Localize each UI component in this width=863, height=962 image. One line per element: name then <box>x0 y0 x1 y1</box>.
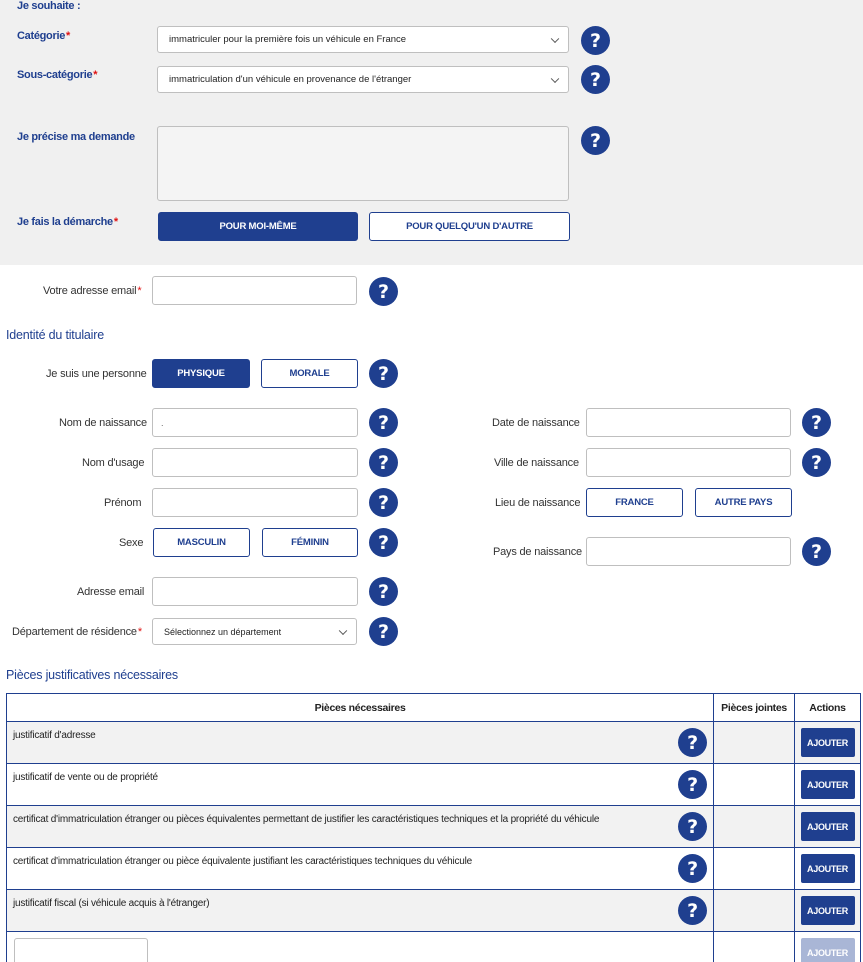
table-row <box>7 806 861 848</box>
department-select[interactable] <box>152 618 357 645</box>
subcategory-help-icon[interactable]: ? <box>581 65 610 94</box>
person-type-help-icon[interactable]: ? <box>369 359 398 388</box>
first-name-help-icon[interactable]: ? <box>369 488 398 517</box>
person-morale-button[interactable]: MORALE <box>261 359 358 388</box>
table-row <box>7 848 861 890</box>
actions-cell <box>795 806 861 848</box>
department-select-value: Sélectionnez un département <box>164 626 282 637</box>
birth-name-value: . <box>161 417 164 428</box>
doc-label: certificat d'immatriculation étranger ou pièce équivalente justifiant les caractéristiques techniques du véhicule <box>13 856 473 867</box>
category-label: Catégorie* <box>17 30 71 42</box>
doc-cell <box>7 722 714 764</box>
doc-label: certificat d'immatriculation étranger ou pièces équivalentes permettant de justifier les caractéristiques techniques et la propriété du véhicule <box>13 814 600 825</box>
sex-help-icon[interactable]: ? <box>369 528 398 557</box>
actions-cell <box>795 848 861 890</box>
person-type-label: Je suis une personne <box>46 368 147 380</box>
doc-label: justificatif de vente ou de propriété <box>13 772 158 783</box>
add-document-button[interactable]: AJOUTER <box>801 896 855 925</box>
add-document-button[interactable]: AJOUTER <box>801 770 855 799</box>
first-name-input[interactable] <box>152 488 358 517</box>
precise-textarea[interactable] <box>157 126 569 201</box>
email-label: Votre adresse email* <box>43 285 142 297</box>
email-input[interactable] <box>152 276 357 305</box>
birth-name-label: Nom de naissance <box>59 417 147 429</box>
birth-city-help-icon[interactable]: ? <box>802 448 831 477</box>
doc-label: justificatif fiscal (si véhicule acquis à l'étranger) <box>13 898 210 909</box>
category-select-value: immatriculer pour la première fois un véhicule en France <box>169 34 407 45</box>
documents-title: Pièces justificatives nécessaires <box>6 668 178 682</box>
attached-cell <box>714 848 795 890</box>
birth-place-label: Lieu de naissance <box>495 497 581 509</box>
col-actions-header: Actions <box>795 694 861 722</box>
request-heading: Je souhaite : <box>17 0 81 12</box>
birth-country-help-icon[interactable]: ? <box>802 537 831 566</box>
birth-name-input[interactable] <box>152 408 358 437</box>
actions-cell <box>795 890 861 932</box>
add-extra-document-button[interactable]: AJOUTER <box>801 938 855 962</box>
subcategory-label: Sous-catégorie* <box>17 69 98 81</box>
sex-label: Sexe <box>119 537 144 549</box>
birth-place-france-button[interactable]: FRANCE <box>586 488 683 517</box>
subcategory-select-value: immatriculation d'un véhicule en provenance de l'étranger <box>169 74 412 85</box>
question-mark-icon[interactable]: ? <box>678 896 707 925</box>
col-required-header: Pièces nécessaires <box>7 694 714 722</box>
department-help-icon[interactable]: ? <box>369 617 398 646</box>
doc-cell <box>7 890 714 932</box>
demarche-self-button[interactable]: POUR MOI-MÊME <box>158 212 358 241</box>
question-mark-icon[interactable]: ? <box>678 854 707 883</box>
chevron-down-icon <box>551 74 559 82</box>
department-label: Département de résidence* <box>12 626 142 638</box>
attached-cell <box>714 890 795 932</box>
holder-email-input[interactable] <box>152 577 358 606</box>
precise-label: Je précise ma demande <box>17 131 135 143</box>
doc-cell <box>7 932 714 962</box>
actions-cell <box>795 764 861 806</box>
category-help-icon[interactable]: ? <box>581 26 610 55</box>
holder-email-label: Adresse email <box>77 586 145 598</box>
table-row <box>7 764 861 806</box>
birth-date-input[interactable] <box>586 408 791 437</box>
birth-name-help-icon[interactable]: ? <box>369 408 398 437</box>
add-document-button[interactable]: AJOUTER <box>801 812 855 841</box>
birth-city-label: Ville de naissance <box>494 457 579 469</box>
actions-cell <box>795 932 861 962</box>
precise-help-icon[interactable]: ? <box>581 126 610 155</box>
first-name-label: Prénom <box>104 497 142 509</box>
birth-place-other-button[interactable]: AUTRE PAYS <box>695 488 792 517</box>
category-select[interactable] <box>157 26 569 53</box>
attached-cell <box>714 932 795 962</box>
demarche-other-button[interactable]: POUR QUELQU'UN D'AUTRE <box>369 212 570 241</box>
email-help-icon[interactable]: ? <box>369 277 398 306</box>
attached-cell <box>714 764 795 806</box>
demarche-label: Je fais la démarche* <box>17 216 118 228</box>
birth-date-label: Date de naissance <box>492 417 580 429</box>
table-row <box>7 722 861 764</box>
documents-header-row <box>7 694 861 722</box>
birth-country-label: Pays de naissance <box>493 546 582 558</box>
holder-email-help-icon[interactable]: ? <box>369 577 398 606</box>
birth-country-input[interactable] <box>586 537 791 566</box>
documents-table <box>6 693 861 962</box>
usage-name-help-icon[interactable]: ? <box>369 448 398 477</box>
chevron-down-icon <box>339 626 347 634</box>
doc-cell <box>7 848 714 890</box>
add-document-button[interactable]: AJOUTER <box>801 854 855 883</box>
doc-cell <box>7 764 714 806</box>
birth-city-input[interactable] <box>586 448 791 477</box>
birth-date-help-icon[interactable]: ? <box>802 408 831 437</box>
table-row <box>7 932 861 962</box>
attached-cell <box>714 722 795 764</box>
chevron-down-icon <box>551 34 559 42</box>
col-attached-header: Pièces jointes <box>714 694 795 722</box>
holder-title: Identité du titulaire <box>6 328 104 342</box>
question-mark-icon[interactable]: ? <box>678 812 707 841</box>
usage-name-input[interactable] <box>152 448 358 477</box>
subcategory-select[interactable] <box>157 66 569 93</box>
attached-cell <box>714 806 795 848</box>
usage-name-label: Nom d'usage <box>82 457 145 469</box>
person-physique-button[interactable]: PHYSIQUE <box>152 359 250 388</box>
extra-document-input[interactable] <box>14 938 148 962</box>
question-mark-icon[interactable]: ? <box>678 770 707 799</box>
sex-female-button[interactable]: FÉMININ <box>262 528 358 557</box>
doc-label: justificatif d'adresse <box>13 730 96 741</box>
sex-male-button[interactable]: MASCULIN <box>153 528 250 557</box>
doc-cell <box>7 806 714 848</box>
add-document-button[interactable]: AJOUTER <box>801 728 855 757</box>
table-row <box>7 890 861 932</box>
question-mark-icon[interactable]: ? <box>678 728 707 757</box>
actions-cell <box>795 722 861 764</box>
